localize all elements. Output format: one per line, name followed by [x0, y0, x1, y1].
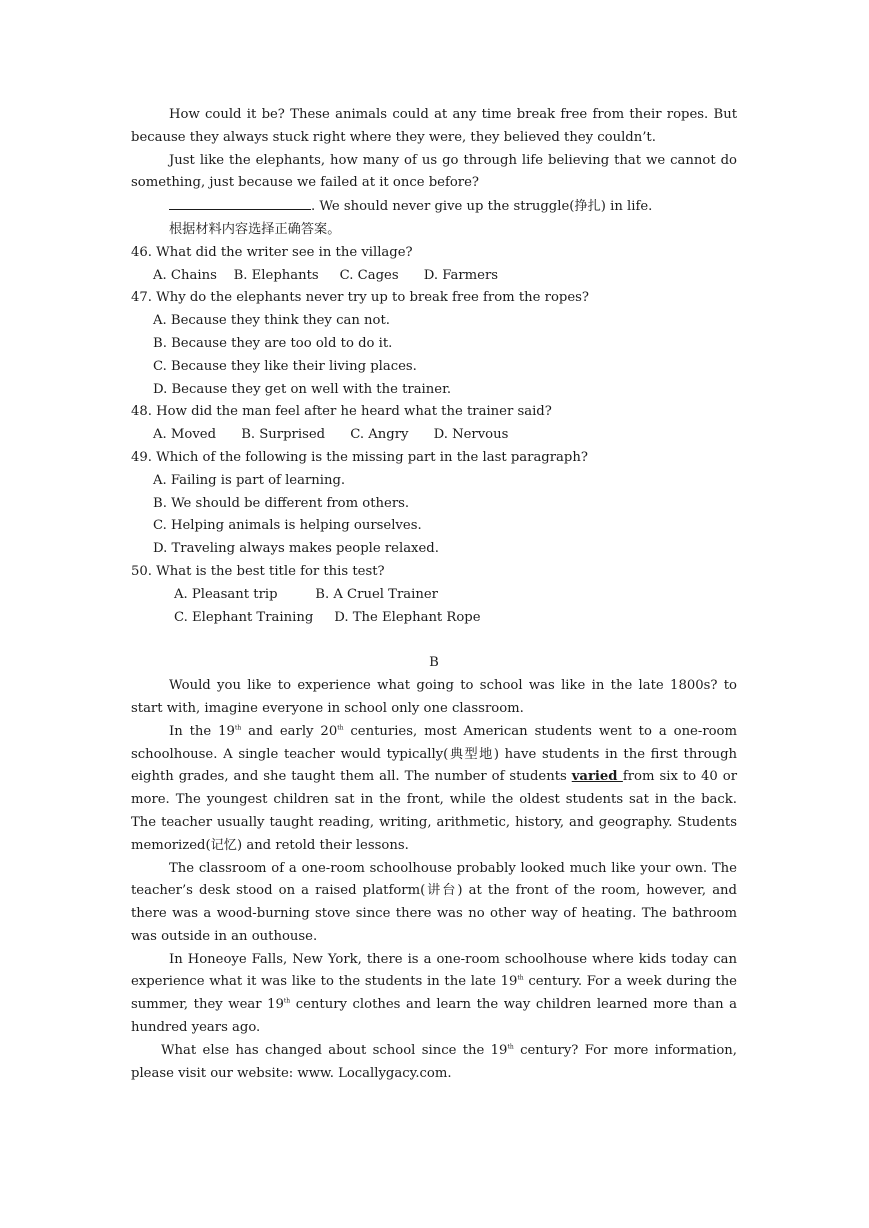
- question-stem: 50. What is the best title for this test?: [131, 563, 385, 579]
- superscript: th: [507, 1043, 514, 1051]
- question-50: [131, 561, 737, 629]
- question-option: D. Because they get on well with the trainer.: [153, 381, 452, 397]
- superscript: th: [234, 724, 242, 732]
- p4-text-c: century clothes and learn the way children learned more than a hundred years ago.: [131, 997, 737, 1036]
- passage-a-paragraph-2: Just like the elephants, how many of us go through life believing that we cannot do something, just because we failed at it once before?: [131, 152, 737, 191]
- instruction-text: 根据材料内容选择正确答案。: [169, 221, 341, 237]
- passage-a-p1-rest: But because they always stuck right where they were, they believed they couldn’t.: [131, 107, 737, 145]
- p4-text-b: century. For a week during the summer, they wear 19: [131, 974, 737, 1013]
- p2-text-c: centuries, most American students went to a one-room schoolhouse. A single teacher would typically(典型地) have students in the first through eighth grades, and she taught them all. The number of students: [131, 723, 738, 785]
- question-option: B. Because they are too old to do it.: [153, 335, 393, 351]
- section-heading-b: B: [429, 655, 439, 671]
- passage-b-paragraph-2: [131, 721, 737, 858]
- question-option: A. Because they think they can not.: [153, 313, 390, 329]
- p2-text-a: In the 19: [169, 723, 235, 739]
- superscript: th: [517, 975, 524, 983]
- question-option: A. Failing is part of learning.: [153, 472, 346, 488]
- passage-a-paragraph-3: [131, 195, 737, 219]
- question-options-row: A. Pleasant trip B. A Cruel Trainer: [174, 586, 438, 602]
- question-option: C. Helping animals is helping ourselves.: [153, 518, 422, 534]
- question-stem: 49. Which of the following is the missing part in the last paragraph?: [131, 449, 588, 465]
- question-option: C. Because they like their living places.: [153, 358, 417, 374]
- question-options-row: A. Chains B. Elephants C. Cages D. Farmers: [153, 267, 499, 283]
- question-options-row: A. Moved B. Surprised C. Angry D. Nervous: [153, 427, 509, 443]
- question-46: [131, 242, 737, 288]
- superscript: th: [283, 997, 291, 1005]
- superscript: th: [337, 724, 344, 732]
- p4-text-a: In Honeoye Falls, New York, there is a one-room schoolhouse where kids today can experience what it was like to the students in the late 19: [131, 951, 737, 990]
- document-content: [131, 104, 737, 1085]
- passage-a-paragraph-1: [131, 104, 737, 150]
- question-option: D. Traveling always makes people relaxed.: [153, 541, 439, 557]
- passage-b-paragraph-5: [131, 1040, 737, 1086]
- question-48: [131, 401, 737, 447]
- question-options-row: C. Elephant Training D. The Elephant Rope: [174, 609, 481, 625]
- passage-a-p1-line1: How could it be? These animals could at any time break free from their ropes.: [169, 107, 709, 122]
- passage-b-paragraph-1: Would you like to experience what going to school was like in the late 1800s? to start with, imagine everyone in school only one classroom.: [131, 678, 737, 716]
- underlined-word-varied: varied: [571, 769, 623, 785]
- question-stem: 46. What did the writer see in the village?: [131, 244, 413, 260]
- section-spacer: [131, 629, 737, 652]
- passage-b-paragraph-4: [131, 949, 737, 1040]
- question-stem: 47. Why do the elephants never try up to break free from the ropes?: [131, 290, 589, 306]
- answer-blank[interactable]: [169, 195, 311, 210]
- passage-a-p3-text: . We should never give up the struggle(挣扎) in life.: [311, 199, 653, 215]
- question-stem: 48. How did the man feel after he heard what the trainer said?: [131, 404, 552, 420]
- p5-text-a: What else has changed about school since the 19: [161, 1042, 508, 1058]
- p5-text-b: century? For more information, please visit our website: www. Locallygacy.com.: [131, 1042, 737, 1081]
- question-option: B. We should be different from others.: [153, 495, 410, 511]
- passage-b-paragraph-3: The classroom of a one-room schoolhouse probably looked much like your own. The teacher’s desk stood on a raised platform(讲台) at the front of the room, however, and there was a wood-burning stove since there was no other way of heating. The bathroom was outside in an outhouse.: [131, 860, 737, 944]
- question-47: [131, 287, 737, 401]
- p2-text-b: and early 20: [241, 723, 338, 739]
- question-49: [131, 447, 737, 561]
- p2-text-d: from six to 40 or more. The youngest children sat in the front, while the oldest students sat in the back. The teacher usually taught reading, writing, arithmetic, history, and geography. Students memorized(记忆) and retold their lessons.: [131, 769, 738, 853]
